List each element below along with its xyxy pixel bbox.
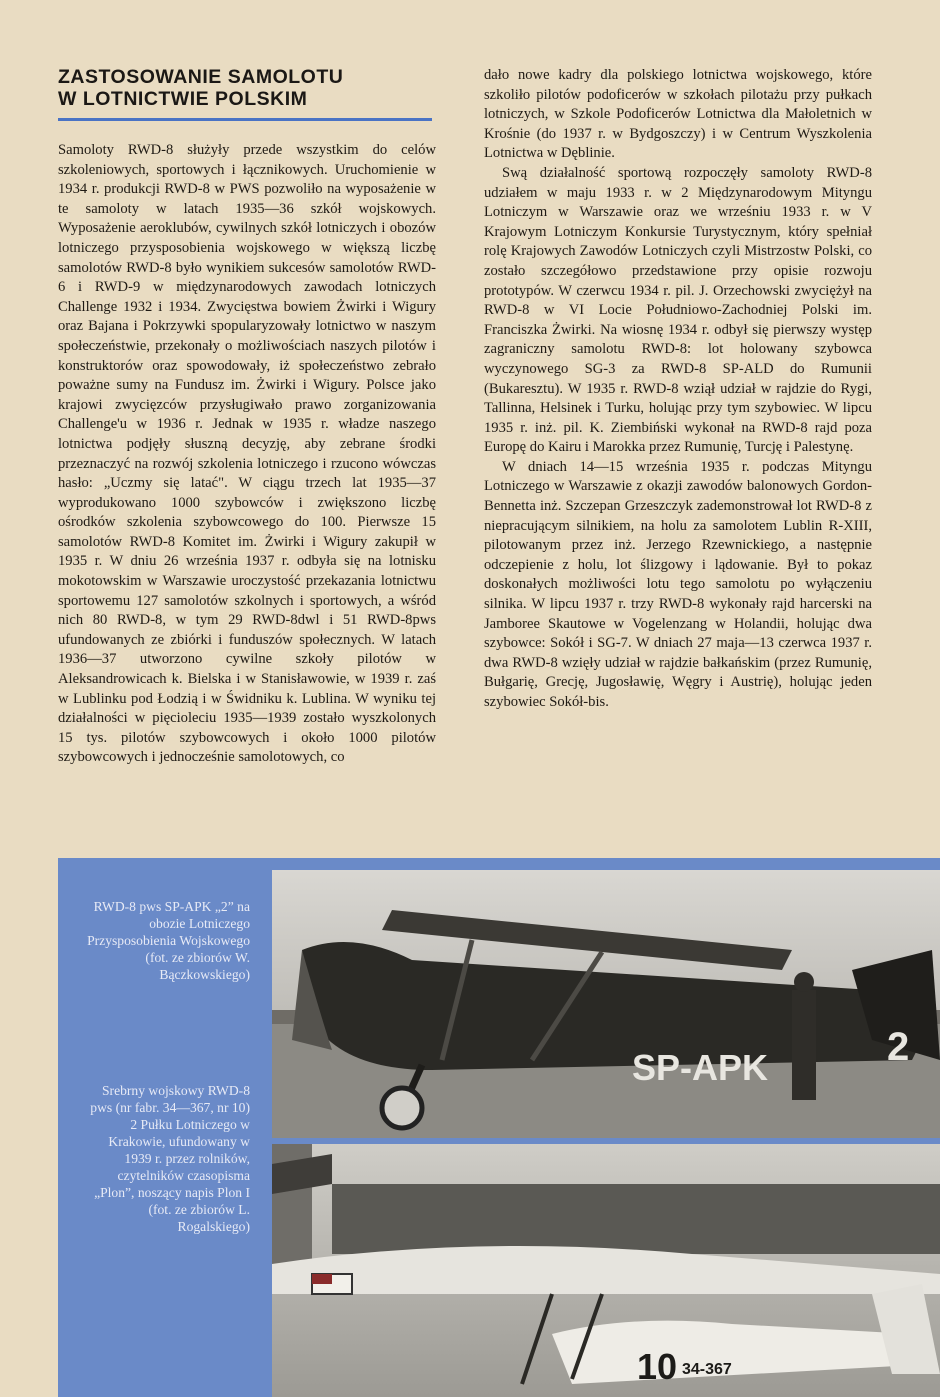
right-paragraph-2: Swą działalność sportową rozpoczęły samoloty RWD-8 udziałem w maju 1933 r. w 2 Międzynarodowym Mityngu Lotniczym w Warszawie oraz we wrześniu 1933 r. w V Krajowym Lotniczym Konkursie Turystycznym, który spełniał rolę Krajowych Zawodów Lotniczych czyli Mistrzostw Polski, co zostało szczegółowo przedstawione przy opisie rozwoju prototypów. W czerwcu 1934 r. pil. J. Orzechowski zwyciężył na RWD-8 w VI Locie Południowo-Zachodniej Polski im. Franciszka Żwirki. Na wiosnę 1934 r. odbył się pierwszy występ zagraniczny samolotu RWD-8: lot holowany szybowca wyczynowego SG-3 za RWD-8 SP-ALD do Rumunii (Bukaresztu). W 1935 r. RWD-8 wziął udział w rajdzie do Rygi, Tallinna, Helsinek i Turku, holując przy tym szybowiec. W lipcu 1935 r. inż. pil. K. Ziembiński wykonał na RWD-8 rajd poza Europę do Kairu i Marokka przez Rumunię, Turcję i Palestynę.	[484, 164, 872, 456]
side-number-marking: 10	[637, 1346, 678, 1387]
registration-marking: SP-APK	[632, 1047, 769, 1088]
left-column	[58, 66, 436, 768]
aircraft-photo-1	[272, 870, 940, 1138]
right-column	[484, 66, 872, 713]
left-column-text: Samoloty RWD-8 służyły przede wszystkim do celów szkoleniowych, sportowych i łącznikowych. Uruchomienie w 1934 r. produkcji RWD-8 w PWS pozwoliło na wyposażenie w te samoloty w latach 1935—36 szkół wojskowych. Wyposażenie aeroklubów, cywilnych szkół lotniczych i obozów lotniczego przysposobienia wojskowego w większą liczbę samolotów RWD-8 było wynikiem sukcesów samolotów RWD-6 i RWD-9 w międzynarodowych zawodach lotniczych Challenge 1932 i 1934. Zwycięstwa bowiem Żwirki i Wigury oraz Bajana i Pokrzywki spopularyzowały lotnictwo w naszym społeczeństwie, przekonały o możliwościach naszych pilotów i konstruktorów oraz spowodowały, iż społeczeństwo zebrało poważne sumy na Fundusz im. Żwirki i Wigury. Polsce jako krajowi zwycięzców przysługiwało prawo zorganizowania Challenge'u w 1936 r. Jednak w 1935 r. władze naszego lotnictwa podjęły słuszną decyzję, aby zebrane środki przeznaczyć na rozwój szkolenia lotniczego i rzucono wówczas hasło: „Uczmy się latać". W ciągu trzech lat 1935—37 wyprodukowano 1000 szybowców i zwiększono liczbę ośrodków szkolenia szybowcowego do 100. Pierwsze 15 samolotów RWD-8 Komitet im. Żwirki i Wigury zakupił w 1935 r. W dniu 26 września 1937 r. odbyła się na lotnisku mokotowskim w Warszawie uroczystość przekazania lotnictwu sportowemu 127 samolotów szkolnych i sportowych, a wśród nich 80 RWD-8, w tym 29 RWD-8dwl i 51 RWD-8pws ufundowanych ze zbiórki i funduszów społecznych. W latach 1936—37 utworzono cywilne szkoły pilotów w Aleksandrowicach k. Bielska i w Stanisławowie, w 1939 r. zaś w Lublinku pod Łodzią i w Świdniku k. Lublina. W wyniku tej działalności w pięcioleciu 1935—1939 zostało wyszkolonych 15 tys. pilotów szybowcowych i około 1000 pilotów szybowcowych i jednocześnie samolotowych, co	[58, 142, 436, 766]
headline-line-1: ZASTOSOWANIE SAMOLOTU	[58, 66, 344, 88]
photo-rwd8-sp-apk	[272, 870, 940, 1138]
headline-rule	[58, 118, 432, 121]
photo-caption-1: RWD-8 pws SP-APK „2” na obozie Lotniczego Przysposobienia Wojskowego (fot. ze zbiorów W. Bączkowskiego)	[87, 899, 250, 982]
photo-caption-2: Srebrny wojskowy RWD-8 pws (nr fabr. 34—367, nr 10) 2 Pułku Lotniczego w Krakowie, ufundowany w 1939 r. przez rolników, czytelników czasopisma „Plon”, noszący napis Plon I (fot. ze zbiorów L. Rogalskiego)	[90, 1083, 250, 1234]
article-headline	[58, 66, 436, 110]
tail-number-marking: 2	[887, 1025, 910, 1069]
headline-line-2: W LOTNICTWIE POLSKIM	[58, 88, 308, 110]
right-paragraph-1: dało nowe kadry dla polskiego lotnictwa wojskowego, które szkoliło pilotów podoficerów w szkołach pilotażu przy pułkach lotniczych, w Szkole Podoficerów Lotnictwa dla Małoletnich w Krośnie (do 1937 r. w Bydgoszczy) i w Centrum Wyszkolenia Lotnictwa w Dęblinie.	[484, 67, 872, 162]
photo-rwd8-plon	[272, 1144, 940, 1397]
aircraft-photo-2	[272, 1144, 940, 1397]
right-paragraph-3: W dniach 14—15 września 1935 r. podczas Mityngu Lotniczego w Warszawie z okazji zawodów balonowych Gordon-Bennetta inż. Szczepan Grzeszczyk zademonstrował lot RWD-8 z niepracującym silnikiem, na holu za samolotem Lublin R-XIII, pilotowanym przez inż. Jerzego Rzewnickiego, a następnie odczepienie z holu, lot ślizgowy i lądowanie. Był to pokaz doskonałych możliwości lotu tego samolotu po wyłączeniu silnika. W lipcu 1937 r. trzy RWD-8 wykonały rajd harcerski na Jamboree Skautowe w Vogelenzang w Holandii, holując dwa szybowce: Sokół i SG-7. W dniach 27 maja—13 czerwca 1937 r. dwa RWD-8 wzięły udział w rajdzie bałkańskim (przez Rumunię, Bułgarię, Grecję, Jugosławię, Węgry i Austrię), holując jeden szybowiec Sokół-bis.	[484, 458, 872, 710]
serial-marking: 34-367	[682, 1361, 732, 1378]
